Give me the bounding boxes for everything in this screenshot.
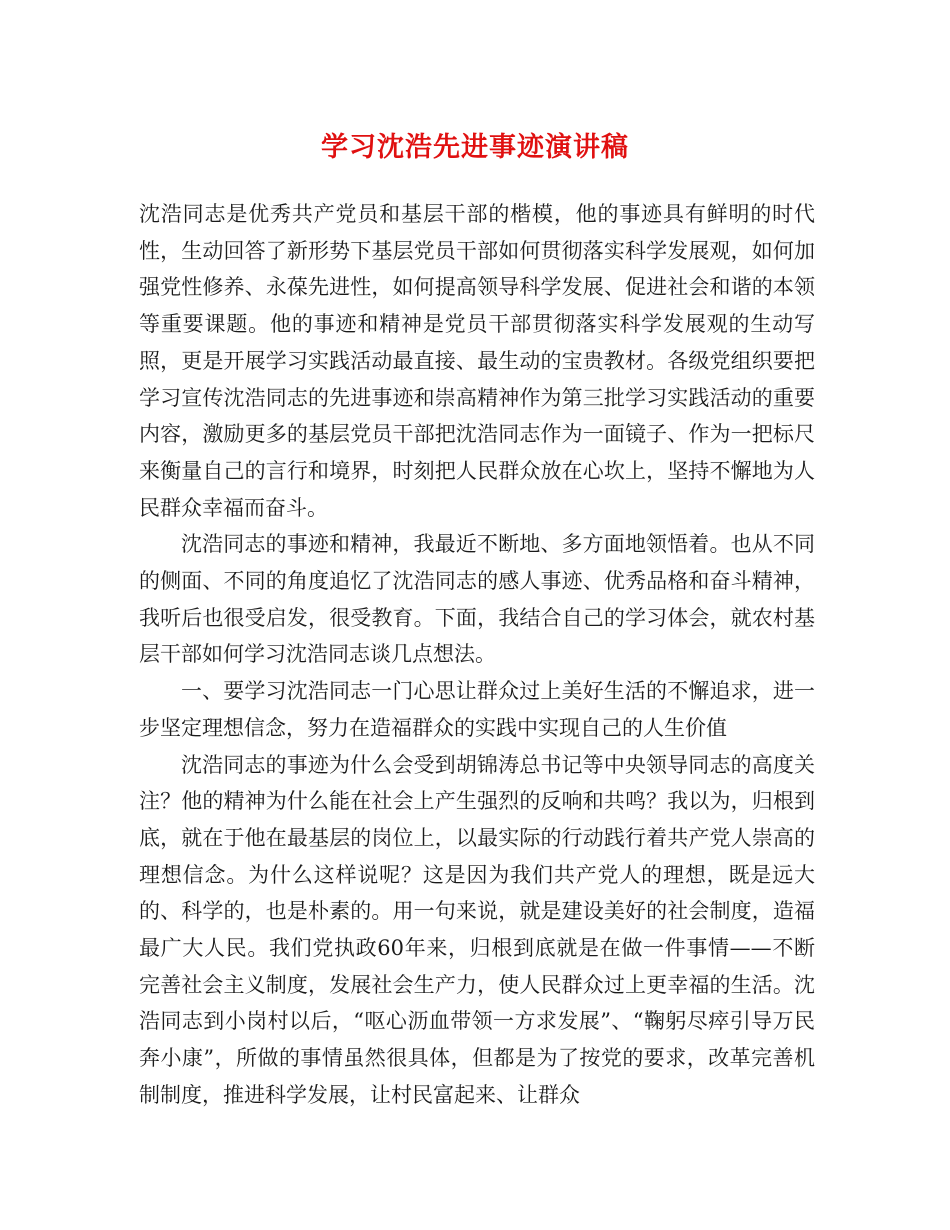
- paragraph-section-one: 沈浩同志的事迹为什么会受到胡锦涛总书记等中央领导同志的高度关注？他的精神为什么能在社会上产生强烈的反响和共鸣？我以为，归根到底，就在于他在最基层的岗位上，以最实际的行动践行着共产党人崇高的理想信念。为什么这样说呢？这是因为我们共产党人的理想，既是远大的、科学的，也是朴素的。用一句来说，就是建设美好的社会制度，造福最广大人民。我们党执政60年来，归根到底就是在做一件事情——不断完善社会主义制度，发展社会生产力，使人民群众过上更幸福的生活。沈浩同志到小岗村以后，“呕心沥血带领一方求发展”、“鞠躬尽瘁引导万民奔小康”，所做的事情虽然很具体，但都是为了按党的要求，改革完善机制制度，推进科学发展，让村民富起来、让群众: [139, 752, 815, 1107]
- document-title: 学习沈浩先进事迹演讲稿: [321, 132, 629, 163]
- paragraph-reflection: 沈浩同志的事迹和精神，我最近不断地、多方面地领悟着。也从不同的侧面、不同的角度追忆了沈浩同志的感人事迹、优秀品格和奋斗精神，我听后也很受启发，很受教育。下面，我结合自己的学习体会，就农村基层干部如何学习沈浩同志谈几点想法。: [139, 532, 815, 667]
- section-heading-one: 一、要学习沈浩同志一门心思让群众过上美好生活的不懈追求，进一步坚定理想信念，努力在造福群众的实践中实现自己的人生价值: [139, 679, 815, 740]
- paragraph-intro: 沈浩同志是优秀共产党员和基层干部的楷模，他的事迹具有鲜明的时代性，生动回答了新形势下基层党员干部如何贯彻落实科学发展观，如何加强党性修养、永葆先进性，如何提高领导科学发展、促进社会和谐的本领等重要课题。他的事迹和精神是党员干部贯彻落实科学发展观的生动写照，更是开展学习实践活动最直接、最生动的宝贵教材。各级党组织要把学习宣传沈浩同志的先进事迹和崇高精神作为第三批学习实践活动的重要内容，激励更多的基层党员干部把沈浩同志作为一面镜子、作为一把标尺来衡量自己的言行和境界，时刻把人民群众放在心坎上，坚持不懈地为人民群众幸福而奋斗。: [139, 202, 815, 520]
- document-body: [139, 196, 815, 1114]
